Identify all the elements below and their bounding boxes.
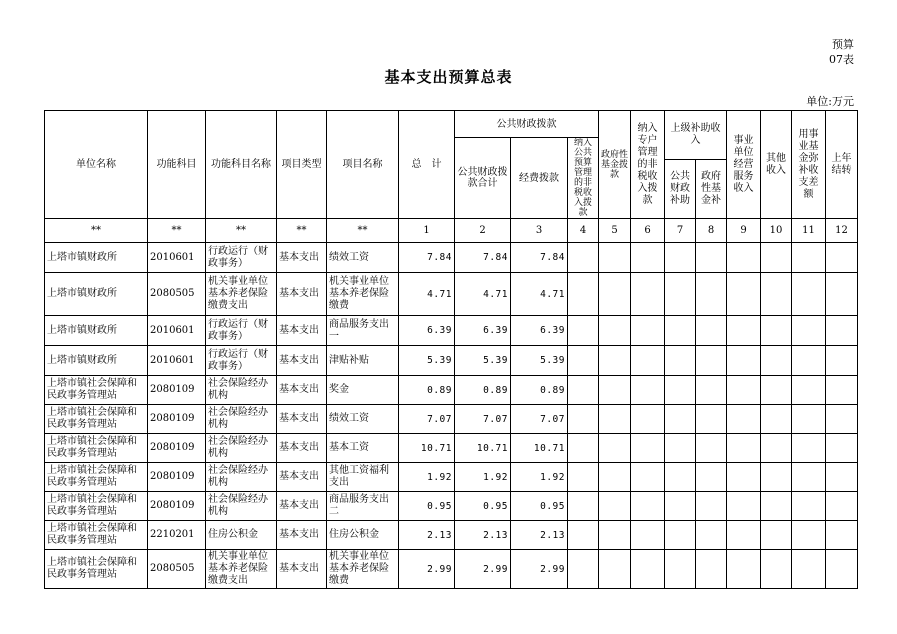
cell-type: 基本支出 [277, 316, 327, 346]
table-row [45, 376, 858, 405]
cell-name: 津贴补贴 [327, 346, 399, 376]
cell-funding: 7.84 [511, 243, 568, 273]
cell-type: 基本支出 [277, 434, 327, 463]
cell-total: 10.71 [399, 434, 455, 463]
index-cell: 1 [399, 219, 455, 243]
index-cell: ** [206, 219, 277, 243]
cell-total: 0.89 [399, 376, 455, 405]
cell-total: 2.99 [399, 550, 455, 589]
header-superior: 上级补助收入 [665, 111, 727, 160]
index-cell: ** [327, 219, 399, 243]
cell-name: 绩效工资 [327, 243, 399, 273]
cell-func: 社会保险经办机构 [206, 376, 277, 405]
cell-type: 基本支出 [277, 521, 327, 550]
header-func-code: 功能科目 [148, 111, 206, 219]
cell-total: 0.95 [399, 492, 455, 521]
table-row [45, 243, 858, 273]
table-row [45, 405, 858, 434]
header-superior-public: 公共财政补助 [665, 159, 696, 218]
header-fund-supplement: 用事业基金弥补收支差额 [792, 111, 826, 219]
cell-unit: 上塔市镇财政所 [45, 243, 148, 273]
cell-func: 机关事业单位基本养老保险缴费支出 [206, 550, 277, 589]
cell-type: 基本支出 [277, 550, 327, 589]
index-cell: 5 [599, 219, 631, 243]
cell-code: 2080505 [148, 273, 206, 316]
cell-name: 绩效工资 [327, 405, 399, 434]
index-cell: 2 [455, 219, 511, 243]
cell-public-fiscal: 5.39 [455, 346, 511, 376]
cell-public-fiscal: 2.13 [455, 521, 511, 550]
cell-func: 住房公积金 [206, 521, 277, 550]
header-nontax-public: 纳入公共预算管理的非税收入拨款 [568, 138, 599, 219]
cell-funding: 0.95 [511, 492, 568, 521]
cell-func: 行政运行（财政事务） [206, 346, 277, 376]
header-business-income: 事业单位经营服务收入 [727, 111, 761, 219]
cell-funding: 1.92 [511, 463, 568, 492]
header-public-fiscal: 公共财政拨款 [455, 111, 599, 138]
index-cell: ** [277, 219, 327, 243]
cell-unit: 上塔市镇社会保障和民政事务管理站 [45, 463, 148, 492]
index-cell: ** [45, 219, 148, 243]
cell-funding: 2.13 [511, 521, 568, 550]
budget-table [44, 110, 858, 589]
cell-name: 商品服务支出一 [327, 316, 399, 346]
header-other-income: 其他收入 [761, 111, 792, 219]
index-cell: 12 [826, 219, 858, 243]
cell-type: 基本支出 [277, 273, 327, 316]
cell-unit: 上塔市镇社会保障和民政事务管理站 [45, 550, 148, 589]
cell-name: 基本工资 [327, 434, 399, 463]
cell-unit: 上塔市镇社会保障和民政事务管理站 [45, 376, 148, 405]
cell-type: 基本支出 [277, 243, 327, 273]
cell-type: 基本支出 [277, 405, 327, 434]
cell-funding: 7.07 [511, 405, 568, 434]
cell-total: 1.92 [399, 463, 455, 492]
header-gov-fund: 政府性基金拨款 [599, 111, 631, 219]
index-cell: ** [148, 219, 206, 243]
cell-unit: 上塔市镇财政所 [45, 273, 148, 316]
cell-code: 2010601 [148, 243, 206, 273]
cell-name: 奖金 [327, 376, 399, 405]
cell-total: 4.71 [399, 273, 455, 316]
cell-total: 5.39 [399, 346, 455, 376]
cell-func: 社会保险经办机构 [206, 463, 277, 492]
form-number-line1: 预算 [832, 38, 854, 51]
header-func-name: 功能科目名称 [206, 111, 277, 219]
cell-unit: 上塔市镇财政所 [45, 346, 148, 376]
table-row [45, 492, 858, 521]
cell-funding: 5.39 [511, 346, 568, 376]
cell-public-fiscal: 10.71 [455, 434, 511, 463]
table-row [45, 550, 858, 589]
cell-total: 7.07 [399, 405, 455, 434]
cell-type: 基本支出 [277, 376, 327, 405]
index-cell: 11 [792, 219, 826, 243]
header-unit-name: 单位名称 [45, 111, 148, 219]
table-header [45, 111, 858, 219]
cell-funding: 4.71 [511, 273, 568, 316]
cell-funding: 0.89 [511, 376, 568, 405]
index-cell: 3 [511, 219, 568, 243]
cell-unit: 上塔市镇社会保障和民政事务管理站 [45, 521, 148, 550]
cell-funding: 6.39 [511, 316, 568, 346]
index-cell: 9 [727, 219, 761, 243]
table-row [45, 346, 858, 376]
index-cell: 6 [631, 219, 665, 243]
cell-unit: 上塔市镇社会保障和民政事务管理站 [45, 492, 148, 521]
cell-public-fiscal: 1.92 [455, 463, 511, 492]
table-row [45, 273, 858, 316]
cell-public-fiscal: 6.39 [455, 316, 511, 346]
header-proj-name: 项目名称 [327, 111, 399, 219]
page-title: 基本支出预算总表 [384, 68, 513, 86]
cell-name: 机关事业单位基本养老保险缴费 [327, 550, 399, 589]
column-index-row [45, 219, 858, 243]
cell-code: 2010601 [148, 346, 206, 376]
index-cell: 7 [665, 219, 696, 243]
header-superior-gov: 政府性基金补 [696, 159, 727, 218]
header-proj-type: 项目类型 [277, 111, 327, 219]
header-nontax-special: 纳入专户管理的非税收入拨款 [631, 111, 665, 219]
cell-total: 7.84 [399, 243, 455, 273]
index-cell: 4 [568, 219, 599, 243]
cell-code: 2080109 [148, 376, 206, 405]
cell-unit: 上塔市镇社会保障和民政事务管理站 [45, 434, 148, 463]
cell-name: 机关事业单位基本养老保险缴费 [327, 273, 399, 316]
cell-unit: 上塔市镇社会保障和民政事务管理站 [45, 405, 148, 434]
cell-func: 机关事业单位基本养老保险缴费支出 [206, 273, 277, 316]
cell-total: 6.39 [399, 316, 455, 346]
form-number-line2: 07表 [829, 53, 854, 66]
cell-func: 行政运行（财政事务） [206, 243, 277, 273]
cell-total: 2.13 [399, 521, 455, 550]
unit-label: 单位:万元 [806, 95, 854, 108]
index-cell: 8 [696, 219, 727, 243]
index-cell: 10 [761, 219, 792, 243]
cell-public-fiscal: 0.95 [455, 492, 511, 521]
table-row [45, 463, 858, 492]
cell-public-fiscal: 2.99 [455, 550, 511, 589]
cell-code: 2080109 [148, 405, 206, 434]
cell-func: 社会保险经办机构 [206, 405, 277, 434]
header-funding: 经费拨款 [511, 138, 568, 219]
cell-unit: 上塔市镇财政所 [45, 316, 148, 346]
cell-code: 2080109 [148, 463, 206, 492]
cell-code: 2080109 [148, 492, 206, 521]
cell-type: 基本支出 [277, 492, 327, 521]
table-row [45, 434, 858, 463]
cell-func: 行政运行（财政事务） [206, 316, 277, 346]
cell-name: 商品服务支出二 [327, 492, 399, 521]
cell-name: 住房公积金 [327, 521, 399, 550]
cell-name: 其他工资福利支出 [327, 463, 399, 492]
form-number [829, 37, 854, 67]
header-total: 总 计 [399, 111, 455, 219]
cell-code: 2010601 [148, 316, 206, 346]
cell-type: 基本支出 [277, 346, 327, 376]
cell-public-fiscal: 0.89 [455, 376, 511, 405]
cell-func: 社会保险经办机构 [206, 492, 277, 521]
header-carryover: 上年结转 [826, 111, 858, 219]
cell-code: 2080109 [148, 434, 206, 463]
cell-funding: 2.99 [511, 550, 568, 589]
cell-public-fiscal: 7.07 [455, 405, 511, 434]
cell-public-fiscal: 4.71 [455, 273, 511, 316]
header-public-fiscal-total: 公共财政拨款合计 [455, 138, 511, 219]
cell-public-fiscal: 7.84 [455, 243, 511, 273]
table-body [45, 219, 858, 589]
cell-funding: 10.71 [511, 434, 568, 463]
cell-func: 社会保险经办机构 [206, 434, 277, 463]
table-row [45, 316, 858, 346]
cell-code: 2080505 [148, 550, 206, 589]
cell-type: 基本支出 [277, 463, 327, 492]
cell-code: 2210201 [148, 521, 206, 550]
table-row [45, 521, 858, 550]
